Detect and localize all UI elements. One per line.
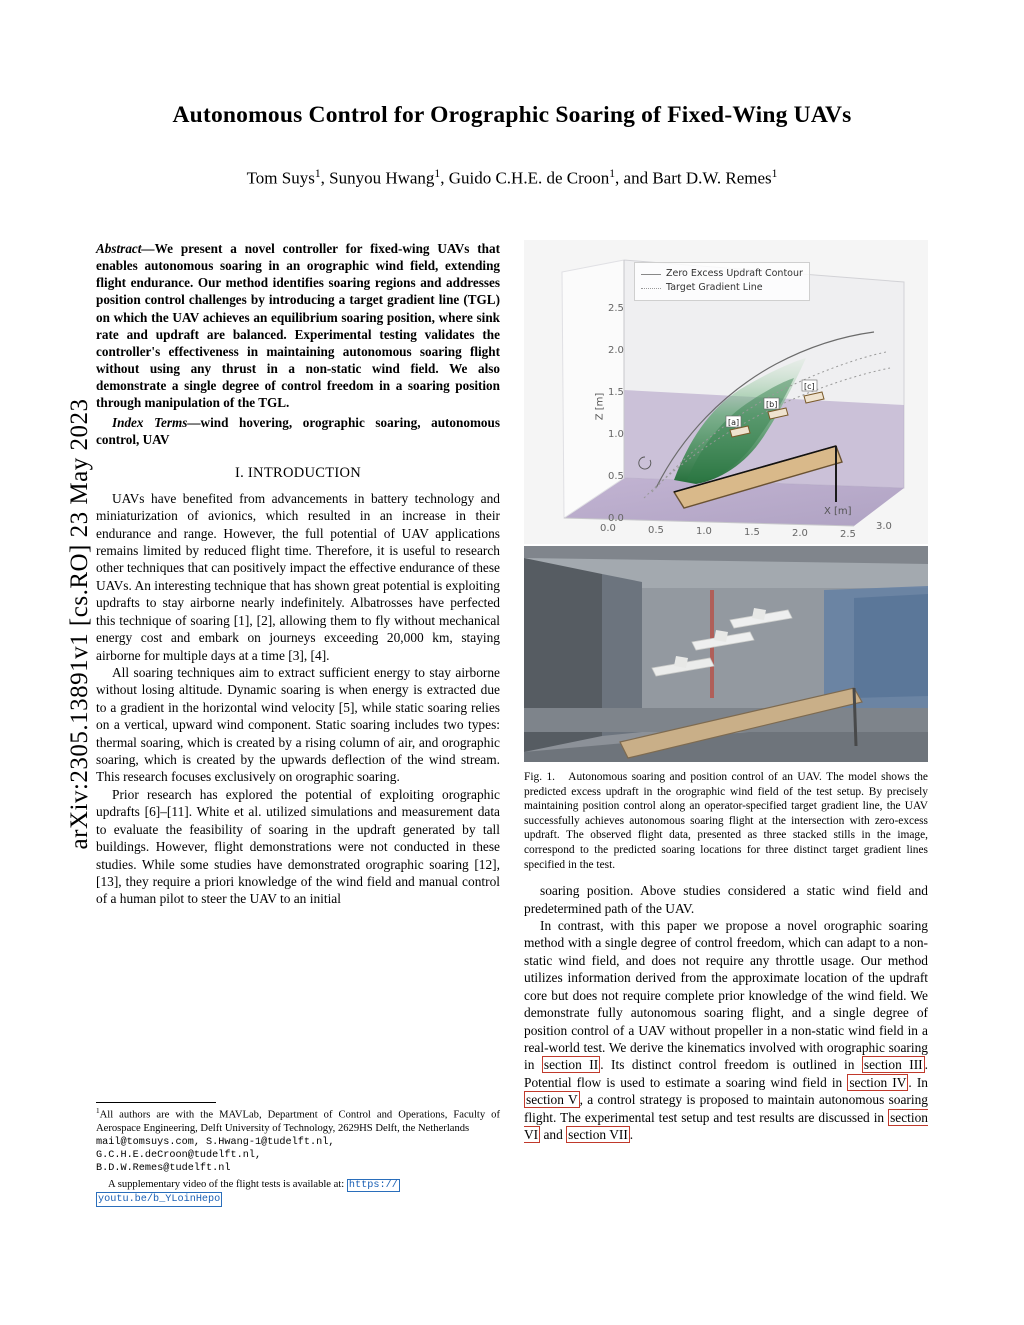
intro-p5-part-c: . Potential flow is used to estimate a soaring wind field in bbox=[524, 1057, 928, 1090]
intro-p5-part-a: In contrast, with this paper we propose a novel orographic soaring method with a single degree of control freedom, which can adapt to a non-static wind field, and does not require any throttle usage. Our method utilizes information derived from the approximate location of the updraft core but does not require complete prior knowledge of the wind field. We demonstrate fully autonomous soaring flight, and a single degree of position control of a UAV without propeller in a non-static wind field in a real-world test. We derive the kinematics involved with orographic soaring in bbox=[524, 918, 928, 1073]
footnote-affiliation-text: All authors are with the MAVLab, Department of Control and Operations, Faculty of Aerospace Engineering, Delft University of Technology, 2629HS Delft, the Netherlands bbox=[96, 1109, 500, 1135]
svg-text:[c]: [c] bbox=[804, 382, 815, 391]
author-affiliation-marker: 1 bbox=[434, 166, 441, 180]
video-link-part-1[interactable]: https:// bbox=[348, 1179, 398, 1191]
intro-p5-part-b: . Its distinct control freedom is outlined in bbox=[600, 1057, 862, 1073]
footnote-marker: 1 bbox=[96, 1107, 100, 1115]
intro-paragraph-5 bbox=[524, 917, 928, 1143]
abstract-block bbox=[96, 240, 500, 412]
footnote-block bbox=[96, 1102, 500, 1207]
x-tick-5: 2.5 bbox=[840, 529, 856, 540]
x-tick-2: 1.0 bbox=[696, 526, 712, 537]
index-terms-block bbox=[96, 414, 500, 448]
legend-entry-zero-updraft bbox=[641, 267, 803, 281]
x-tick-1: 0.5 bbox=[648, 525, 664, 536]
figure-3d-plot bbox=[524, 240, 928, 544]
z-tick-2: 1.0 bbox=[608, 429, 624, 440]
index-terms-lead-in: Index Terms— bbox=[112, 414, 201, 430]
abstract-lead-in: Abstract— bbox=[96, 241, 155, 256]
footnote-video-text: A supplementary video of the flight tests is available at: bbox=[108, 1178, 347, 1190]
intro-paragraph-2: All soaring techniques aim to extract sufficient energy to stay airborne without losing altitude. Dynamic soaring is when energy is extracted due to a gradient in the horizontal wind velocity [5], while static soaring relies on a vertical, upward wind component. Static soaring includes two types: thermal soaring, which is created by a rising column of air, and orographic soaring, which is created by the upwards deflection of the wind stream. This research focuses exclusively on orographic soaring. bbox=[96, 664, 500, 785]
footnote-video-note bbox=[96, 1178, 500, 1192]
plot-legend bbox=[634, 262, 810, 301]
x-axis-label: X [m] bbox=[824, 506, 852, 517]
abstract-text: We present a novel controller for fixed-wing UAVs that enables autonomous soaring in an orographic wind field, extending flight endurance. Our method identifies soaring regions and addresses position control challenges by introducing a target gradient line (TGL) on which the UAV achieves an equilibrium soaring position, where sink rate and updraft are balanced. Experimental testing validates the controller's effectiveness in maintaining autonomous soaring flight without using any thrust in a non-static wind field. We also demonstrate a single degree of control freedom in a soaring position through manipulation of the TGL. bbox=[96, 241, 500, 411]
intro-paragraph-3: Prior research has explored the potential of exploiting orographic updrafts [6]–[11]. White et al. utilized simulations and measurement data to evaluate the feasibility of soaring in the updraft generated by tall buildings. However, flight demonstrations were not conducted in these studies. While some studies have demonstrated orographic soaring [12], [13], they require a priori knowledge of the wind field and manual control of a human pilot to steer the UAV to an initial bbox=[96, 786, 500, 907]
z-tick-4: 2.0 bbox=[608, 345, 624, 356]
link-section-vi[interactable]: section VI bbox=[524, 1109, 928, 1143]
x-tick-4: 2.0 bbox=[792, 528, 808, 539]
z-tick-3: 1.5 bbox=[608, 387, 624, 398]
author-affiliation-marker: 1 bbox=[609, 166, 616, 180]
author-affiliation-marker: 1 bbox=[771, 166, 778, 180]
intro-p5-part-e: , a control strategy is proposed to maintain autonomous soaring flight. The experimental test setup and test results are discussed in bbox=[524, 1092, 928, 1125]
z-tick-0: 0.0 bbox=[608, 513, 624, 524]
intro-p5-part-d: . In bbox=[908, 1074, 928, 1090]
arxiv-identifier-stamp: arXiv:2305.13891v1 [cs.RO] 23 May 2023 bbox=[66, 398, 93, 850]
figure-caption bbox=[524, 770, 928, 872]
legend-label: Target Gradient Line bbox=[666, 282, 763, 294]
paper-header bbox=[96, 100, 928, 188]
intro-p5-part-g: . bbox=[629, 1127, 634, 1143]
link-section-ii[interactable]: section II bbox=[543, 1057, 599, 1073]
intro-paragraph-4-continued: soaring position. Above studies considered a static wind field and predetermined path of the UAV. bbox=[524, 883, 928, 916]
figure-flight-photo bbox=[524, 546, 928, 762]
x-tick-3: 1.5 bbox=[744, 527, 760, 538]
legend-entry-target-gradient bbox=[641, 281, 803, 295]
author-affiliation-marker: 1 bbox=[314, 166, 321, 180]
legend-line-icon bbox=[641, 274, 661, 275]
footnote-affiliation bbox=[96, 1107, 500, 1136]
author-list: Tom Suys$^1$, Sunyou Hwang$^1$, Guido C.H.E. de Croon$^1$, and Bart D.W. Remes$^1$ bbox=[246, 166, 778, 188]
svg-text:[a]: [a] bbox=[728, 418, 740, 427]
footnote-emails-line-2: G.C.H.E.deCroon@tudelft.nl, bbox=[96, 1149, 262, 1161]
footnote-rule bbox=[96, 1102, 216, 1103]
intro-paragraph-1: UAVs have benefited from advancements in battery technology and miniaturization of avionics, which resulted in an increase in their endurance and range. However, the full potential of UAV applications remains limited by reduced flight time. Therefore, it is useful to research other techniques that can positively impact the effective endurance of these UAVs. An interesting technique that has shown great potential is exploiting updrafts to stay airborne nearly indefinitely. Albatrosses have perfected this technique of soaring [1], [2], allowing them to fly without mechanical energy cost and embark on journeys exceeding 20,000 km, staying airborne for multiple days at a time [3], [4]. bbox=[96, 490, 500, 663]
two-column-body bbox=[96, 240, 928, 1143]
indoor-test-photo bbox=[524, 546, 928, 762]
section-heading-introduction: I. INTRODUCTION bbox=[234, 464, 362, 481]
x-tick-6: 3.0 bbox=[876, 521, 892, 532]
right-column bbox=[524, 240, 928, 1143]
link-section-vii[interactable]: section VII bbox=[568, 1127, 628, 1143]
link-section-iii[interactable]: section III bbox=[863, 1057, 923, 1073]
index-terms-text: wind hovering, orographic soaring, autonomous control, UAV bbox=[96, 414, 500, 447]
figure-1 bbox=[524, 240, 928, 872]
link-section-iv[interactable]: section IV bbox=[849, 1074, 907, 1090]
footnote-emails-line-3: B.D.W.Remes@tudelft.nl bbox=[96, 1162, 231, 1174]
page-title: Autonomous Control for Orographic Soaring of Fixed-Wing UAVs bbox=[172, 102, 852, 128]
svg-text:[b]: [b] bbox=[766, 400, 778, 409]
figure-label: Fig. 1. bbox=[524, 771, 556, 783]
x-tick-0: 0.0 bbox=[600, 523, 616, 534]
intro-p5-part-f: and bbox=[540, 1127, 567, 1143]
left-column bbox=[96, 240, 500, 1143]
z-tick-5: 2.5 bbox=[608, 303, 624, 314]
legend-label: Zero Excess Updraft Contour bbox=[666, 268, 803, 279]
z-axis-label: Z [m] bbox=[594, 392, 606, 421]
figure-caption-text: Autonomous soaring and position control of an UAV. The model shows the predicted excess updraft in the orographic wind field of the test setup. By precisely maintaining position control along an operator-specified target gradient line, the UAV successfully achieves autonomous soaring flight at the intersection with zero-excess updraft. The observed flight data, presented as three stacked stills in the image, correspond to the predicted soaring locations for three distinct target gradient lines specified in the test. bbox=[524, 771, 928, 871]
legend-dotted-line-icon bbox=[641, 288, 661, 289]
video-link-part-2[interactable]: youtu.be/b_YLoinHepo bbox=[96, 1192, 222, 1207]
link-section-v[interactable]: section V bbox=[526, 1092, 578, 1108]
footnote-emails-line-1: mail@tomsuys.com, S.Hwang-1@tudelft.nl, bbox=[96, 1136, 335, 1148]
z-tick-1: 0.5 bbox=[608, 471, 624, 482]
